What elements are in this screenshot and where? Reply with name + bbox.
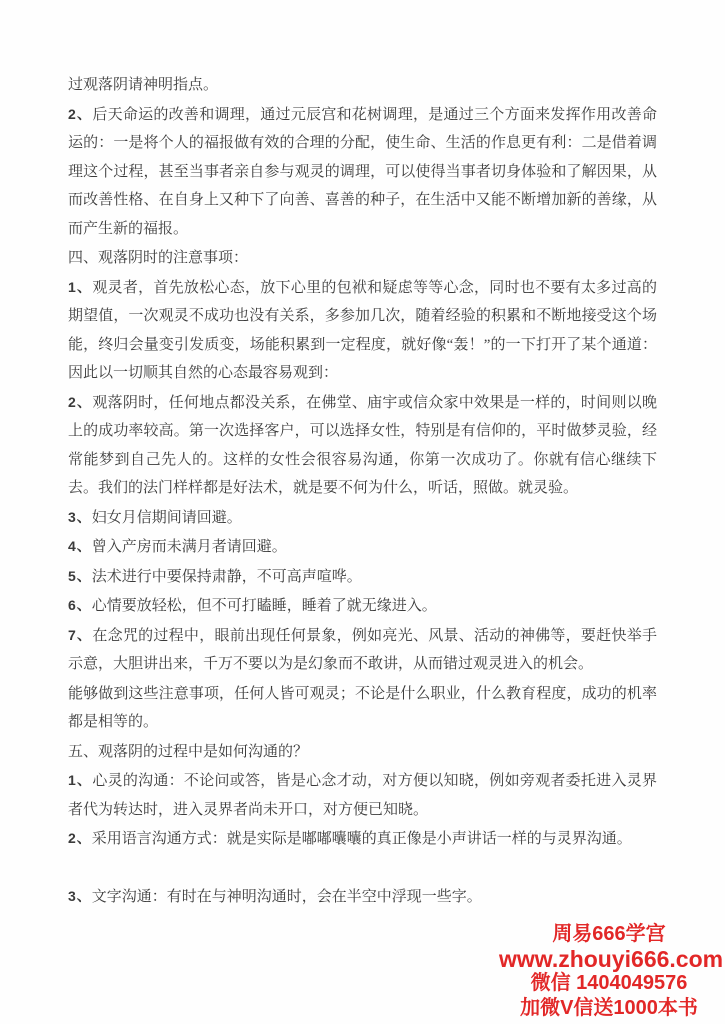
- item-number: 1、: [68, 278, 93, 295]
- paragraph: [68, 621, 657, 679]
- watermark-wechat: 微信 1404049576: [530, 972, 688, 994]
- paragraph-text: 妇女月信期间请回避。: [91, 509, 242, 526]
- item-number: 7、: [68, 626, 93, 643]
- item-number: 2、: [68, 393, 93, 410]
- paragraph-text: 法术进行中要保持肃静，不可高声喧哗。: [91, 568, 362, 585]
- paragraph: [68, 679, 657, 737]
- paragraph-text: 心情要放轻松，但不可打瞌睡，睡着了就无缘进入。: [91, 598, 437, 614]
- paragraph-text: 观灵者，首先放松心态，放下心里的包袱和疑虑等等心念，同时也不要有太多过高的期望值，一次观灵不成功也没有关系，多参加几次，随着经验的积累和不断地接受这个场能，终归会量变引发质变，场能积累到一定程度，就好像“轰！”的一下打开了某个通道：因此以一切顺其自然的心态最容易观到：: [68, 279, 657, 381]
- paragraph: [68, 503, 657, 533]
- paragraph-text: 后天命运的改善和调理，通过元辰宫和花树调理，是通过三个方面来发挥作用改善命运的：一是将个人的福报做有效的合理的分配，使生命、生活的作息更有利：二是借着调理这个过程，甚至当事者亲自参与观灵的调理，可以使得当事者切身体验和了解因果，从而改善性格、在自身上又种下了向善、喜善的种子，在生活中又能不断增加新的善缘，从而产生新的福报。: [68, 106, 657, 237]
- item-number: 1、: [68, 772, 93, 788]
- paragraph-text: 观落阴时，任何地点都没关系，在佛堂、庙宇或信众家中效果是一样的，时间则以晚上的成功率较高。第一次选择客户，可以选择女性，特别是有信仰的，平时做梦灵验，经常能梦到自己先人的。这样的女性会很容易沟通，你第一次成功了。你就有信心继续下去。我们的法门样样都是好法术，就是要不何为什么，听话，照做。就灵验。: [68, 394, 657, 496]
- paragraph-text: 在念咒的过程中，眼前出现任何景象，例如亮光、风景、活动的神佛等，要赶快举手示意，大胆讲出来，千万不要以为是幻象而不敢讲，从而错过观灵进入的机会。: [68, 627, 657, 672]
- item-number: 5、: [68, 567, 92, 584]
- paragraph-text: 心灵的沟通：不论问或答，皆是心念才动，对方便以知晓，例如旁观者委托进入灵界者代为转达时，进入灵界者尚未开口，对方便已知晓。: [68, 773, 657, 818]
- watermark-site-name: 周易666学宫: [552, 923, 666, 945]
- paragraph-text: 文字沟通：有时在与神明沟通时，会在半空中浮现一些字。: [91, 889, 482, 905]
- paragraph-text: 过观落阴请神明指点。: [68, 77, 219, 93]
- watermark: [499, 922, 724, 1020]
- watermark-url: www.zhouyi666.com: [499, 945, 724, 972]
- document-body: [68, 70, 657, 912]
- item-number: 3、: [68, 508, 92, 525]
- section-heading: [68, 243, 657, 273]
- paragraph: [68, 766, 657, 824]
- paragraph-text: 曾入产房而未满月者请回避。: [91, 539, 287, 555]
- item-number: 2、: [68, 830, 92, 846]
- paragraph-text: 五、观落阴的过程中是如何沟通的？: [68, 743, 309, 760]
- paragraph: [68, 273, 657, 388]
- paragraph: [68, 100, 657, 244]
- paragraph-text: 采用语言沟通方式：就是实际是嘟嘟囔囔的真正像是小声讲话一样的与灵界沟通。: [91, 831, 632, 847]
- item-number: 2、: [68, 105, 93, 122]
- item-number: 3、: [68, 888, 92, 904]
- paragraph-text: 四、观落阴时的注意事项：: [68, 250, 249, 266]
- paragraph: [68, 70, 657, 100]
- item-number: 4、: [68, 538, 92, 554]
- section-heading: [68, 737, 657, 767]
- paragraph-text: 能够做到这些注意事项，任何人皆可观灵；不论是什么职业，什么教育程度，成功的机率都是相等的。: [68, 685, 657, 730]
- paragraph: [68, 532, 657, 562]
- paragraph: [68, 562, 657, 592]
- paragraph: [68, 882, 657, 912]
- paragraph: [68, 388, 657, 503]
- watermark-promo: 加微V信送1000本书: [520, 996, 698, 1019]
- paragraph: [68, 591, 657, 621]
- item-number: 6、: [68, 597, 92, 613]
- paragraph: [68, 824, 657, 854]
